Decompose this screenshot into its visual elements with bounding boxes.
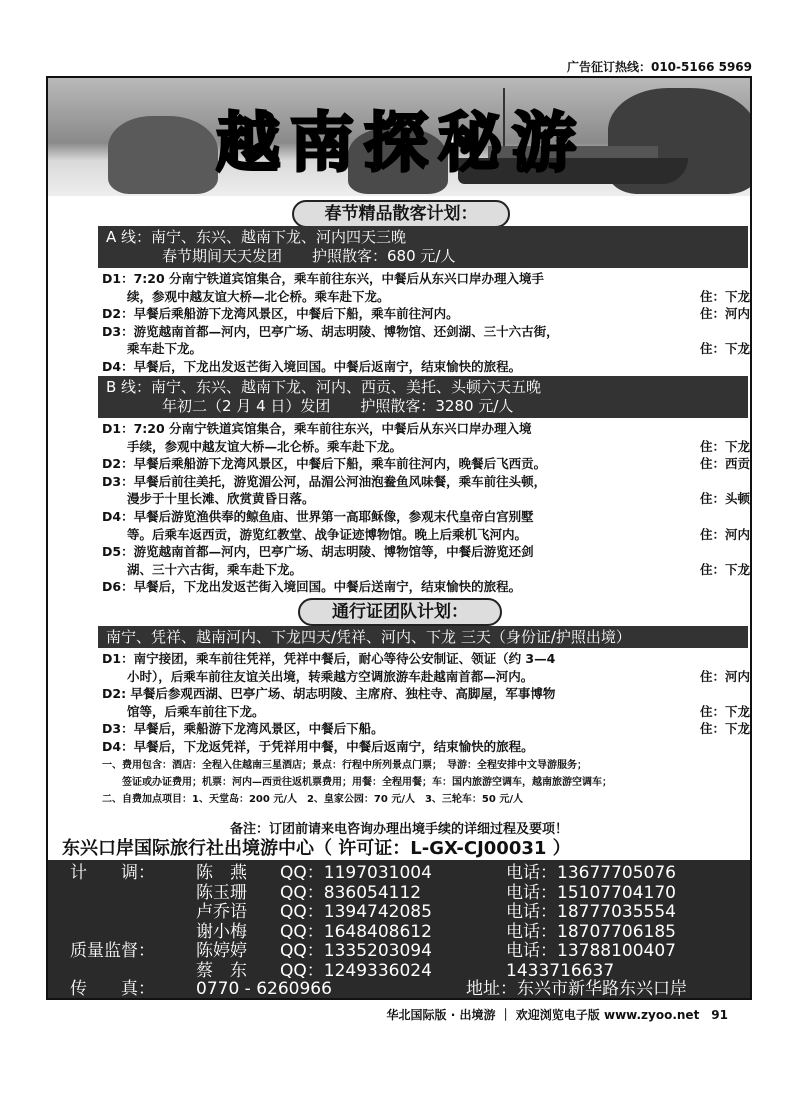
- contact-phone: 电话：18707706185: [506, 921, 676, 942]
- itinerary-text: 乘车赴下龙。: [102, 341, 203, 356]
- plan2-title: 通行证团队计划：: [298, 598, 502, 626]
- contact-panel: [48, 860, 750, 1000]
- overnight-location: 住：下龙: [699, 438, 750, 454]
- itinerary-text: D6：早餐后，下龙出发返芒街入境回国。中餐后送南宁，结束愉快的旅程。: [102, 579, 522, 595]
- ad-frame: [46, 76, 752, 1000]
- fee-line: 二、自费加点项目：1、天堂岛：200 元/人 2、皇家公园：70 元/人 3、三轮车：50 元/人: [102, 794, 523, 805]
- itinerary-day-row: [102, 473, 750, 490]
- itinerary-text: 小时），后乘车前往友谊关出境，转乘越方空调旅游车赴越南首都—河内。: [102, 668, 534, 684]
- itinerary-text: D4：早餐后游览渔供奉的鲸鱼庙、世界第一高耶稣像，参观末代皇帝白宫别墅: [102, 509, 534, 524]
- route-a-line2: 春节期间天天发团 护照散客：680 元/人: [162, 247, 456, 265]
- itinerary-text: D3：早餐后前往美托，游览湄公河，品湄公河油泡鲞鱼风味餐，乘车前往头顿，: [102, 473, 547, 489]
- itinerary-day-row: [102, 738, 750, 755]
- itinerary-day-row: [102, 323, 750, 340]
- itinerary-day-row: [102, 438, 750, 455]
- overnight-location: 住：下龙: [699, 288, 750, 304]
- itinerary-text: D5：游览越南首都—河内，巴亭广场、胡志明陵、博物馆等，中餐后游览还剑: [102, 544, 534, 560]
- contact-phone: 电话：13677705076: [506, 863, 676, 883]
- itinerary-day-row: [102, 526, 750, 543]
- itinerary-day-row: [102, 720, 750, 737]
- itinerary-text: 漫步于十里长滩、欣赏黄昏日落。: [102, 491, 315, 507]
- fax-number: 0770 - 6260966: [196, 979, 332, 999]
- page-footer: 华北国际版 · 出境游 ｜ 欢迎浏览电子版 www.zyoo.net 91: [386, 1008, 728, 1022]
- itinerary-day-row: [102, 420, 750, 437]
- itinerary-day-row: [102, 508, 750, 525]
- overnight-location: 住：西贡: [699, 456, 750, 472]
- itinerary-text: 等。后乘车返西贡，游览红教堂、战争证迹博物馆。晚上后乘机飞河内。: [102, 526, 528, 542]
- contact-qq: QQ：1648408612: [280, 921, 432, 942]
- itinerary-day-row: [102, 358, 750, 375]
- itinerary-text: D3：早餐后，乘船游下龙湾风景区，中餐后下船。: [102, 721, 384, 736]
- contact-name: 卢乔语: [196, 902, 247, 922]
- itinerary-day-row: [102, 650, 750, 667]
- route-c-header: [98, 626, 748, 648]
- booking-note: 备注：订团前请来电咨询办理出境手续的详细过程及要项！: [229, 822, 568, 837]
- itinerary-text: D4：早餐后，下龙返凭祥，于凭祥用中餐，中餐后返南宁，结束愉快的旅程。: [102, 738, 534, 754]
- overnight-location: 住：头顿: [699, 491, 750, 507]
- address: 地址：东兴市新华路东兴口岸: [466, 979, 687, 999]
- overnight-location: 住：河内: [699, 668, 750, 684]
- fax-label: 传 真：: [70, 979, 155, 999]
- route-b-header: [98, 376, 748, 418]
- contact-qq: QQ：1394742085: [280, 902, 432, 922]
- fee-line: 一、费用包含：酒店：全程入住越南三星酒店；景点：行程中所列景点门票； 导游：全程安排中文导游服务；: [102, 760, 587, 771]
- itinerary-day-row: [102, 340, 750, 357]
- route-b-line2: 年初二（2 月 4 日）发团 护照散客：3280 元/人: [162, 397, 514, 415]
- overnight-location: 住：下龙: [699, 561, 750, 577]
- overnight-location: 住：河内: [699, 526, 750, 542]
- contact-name: 陈 燕: [196, 863, 247, 883]
- itinerary-text: D2: 早餐后参观西湖、巴亭广场、胡志明陵、主席府、独柱寺、高脚屋，军事博物: [102, 686, 556, 701]
- itinerary-day-row: [102, 578, 750, 595]
- page-title: 越南探秘游: [216, 107, 586, 181]
- overnight-location: 住：下龙: [699, 341, 750, 356]
- itinerary-text: 湖、三十六古街，乘车赴下龙。: [102, 561, 303, 577]
- banner-image: [48, 78, 750, 196]
- itinerary-day-row: [102, 685, 750, 702]
- route-a-header: [98, 226, 748, 268]
- contact-name: 陈玉珊: [196, 882, 247, 903]
- contact-phone: 电话：15107704170: [506, 882, 676, 903]
- contact-phone: 电话：18777035554: [506, 902, 676, 922]
- itinerary-day-row: [102, 270, 750, 287]
- contact-role: 计 调：: [70, 863, 155, 883]
- plan1-title: 春节精品散客计划：: [292, 200, 510, 228]
- fee-line: 签证或办证费用；机票：河内—西贡往返机票费用；用餐：全程用餐；车：国内旅游空调车，越南旅游空调车；: [102, 777, 612, 788]
- itinerary-text: D1：7:20 分南宁铁道宾馆集合，乘车前往东兴，中餐后从东兴口岸办理入境: [102, 421, 532, 436]
- itinerary-day-row: [102, 455, 750, 472]
- itinerary-day-row: [102, 490, 750, 507]
- contact-role: 质量监督：: [70, 941, 155, 961]
- contact-name: 谢小梅: [196, 921, 247, 942]
- itinerary-day-row: [102, 561, 750, 578]
- itinerary-text: D2：早餐后乘船游下龙湾风景区，中餐后下船，乘车前往河内，晚餐后飞西贡。: [102, 456, 547, 472]
- itinerary-text: D3：游览越南首都—河内，巴亭广场、胡志明陵、博物馆、还剑湖、三十六古街，: [102, 323, 559, 339]
- route-a-line1: A 线：南宁、东兴、越南下龙、河内四天三晚: [106, 228, 407, 246]
- itinerary-day-row: [102, 305, 750, 322]
- contact-phone: 电话：13788100407: [506, 941, 676, 961]
- itinerary-day-row: [102, 543, 750, 560]
- contact-qq: QQ：1335203094: [280, 941, 432, 961]
- overnight-location: 住：下龙: [699, 721, 750, 736]
- contact-phone: 1433716637: [506, 960, 615, 981]
- itinerary-day-row: [102, 703, 750, 720]
- contact-qq: QQ：836054112: [280, 882, 422, 903]
- contact-qq: QQ：1197031004: [280, 863, 432, 883]
- contact-name: 蔡 东: [196, 960, 247, 981]
- itinerary-text: 续，参观中越友谊大桥—北仑桥。乘车赴下龙。: [102, 288, 390, 304]
- agency-name: 东兴口岸国际旅行社出境游中心（ 许可证：L-GX-CJ00031 ）: [62, 838, 571, 859]
- overnight-location: 住：下龙: [699, 703, 750, 719]
- itinerary-day-row: [102, 668, 750, 685]
- ad-hotline: 广告征订热线：010-5166 5969: [566, 60, 752, 74]
- itinerary-text: 手续，参观中越友谊大桥—北仑桥。乘车赴下龙。: [102, 438, 403, 454]
- route-b-line1: B 线：南宁、东兴、越南下龙、河内、西贡、美托、头顿六天五晚: [106, 378, 542, 396]
- route-c-line1: 南宁、凭祥、越南河内、下龙四天/凭祥、河内、下龙 三天（身份证/护照出境）: [106, 628, 631, 646]
- itinerary-day-row: [102, 288, 750, 305]
- itinerary-text: D2：早餐后乘船游下龙湾风景区，中餐后下船，乘车前往河内。: [102, 306, 459, 321]
- itinerary-text: D1：南宁接团，乘车前往凭祥，凭祥中餐后，耐心等待公安制证、领证（约 3—4: [102, 651, 556, 666]
- itinerary-text: D1：7:20 分南宁铁道宾馆集合，乘车前往东兴，中餐后从东兴口岸办理入境手: [102, 271, 545, 286]
- itinerary-text: 馆等，后乘车前往下龙。: [102, 703, 265, 719]
- contact-qq: QQ：1249336024: [280, 960, 432, 981]
- overnight-location: 住：河内: [699, 306, 750, 321]
- contact-name: 陈婷婷: [196, 941, 247, 961]
- itinerary-text: D4：早餐后，下龙出发返芒街入境回国。中餐后返南宁，结束愉快的旅程。: [102, 358, 522, 374]
